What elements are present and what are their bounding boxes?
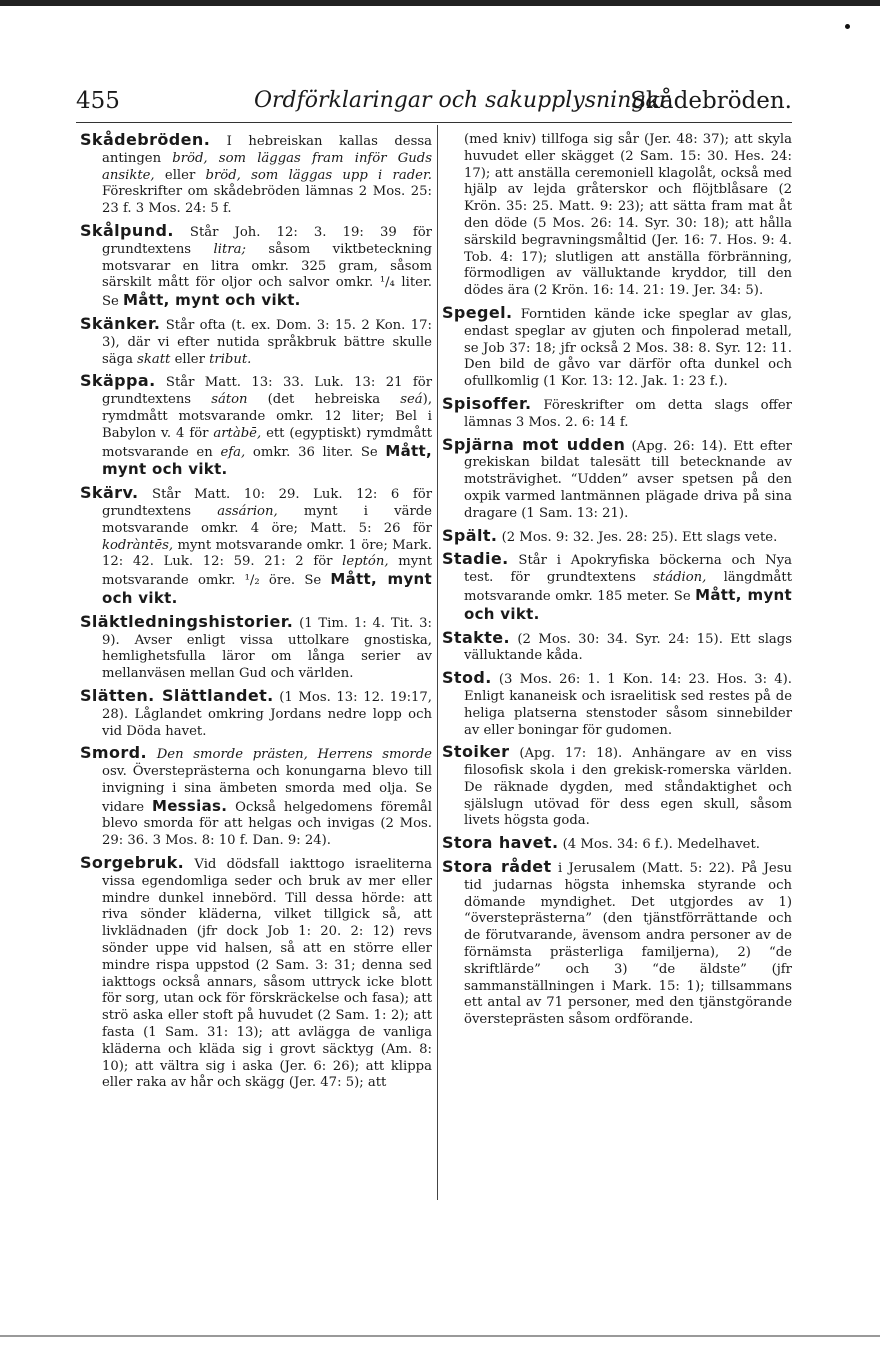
entry-headword: Smord.: [80, 743, 148, 763]
dictionary-entry: [80, 685, 432, 740]
italic-term: seá: [400, 392, 423, 408]
italic-term: stádion,: [653, 570, 707, 586]
italic-term: Den smorde prästen, Herrens smorde: [156, 747, 432, 763]
entry-headword: Spält.: [442, 525, 498, 545]
italic-term: litra;: [213, 241, 246, 257]
italic-term: tribut.: [209, 351, 252, 367]
entry-text: (4 Mos. 34: 6 f.). Medelhavet.: [558, 837, 760, 853]
dictionary-entry: [80, 313, 432, 368]
entry-headword: Skänker.: [80, 313, 161, 333]
entry-text: (3 Mos. 26: 1. 1 Kon. 14: 23. Hos. 3: 4). Enligt kananeisk och israelitisk sed restes på de heliga platserna stenstoder såsom sinnebilder av eller boningar för gudomen.: [464, 672, 792, 738]
entry-text: ), rymdmått motsvarande omkr. 12 liter; Bel i Babylon v. 4 för: [102, 392, 433, 441]
bottom-border: [0, 1335, 880, 1337]
page-number: 455: [76, 88, 120, 114]
entry-text: ett (egyptiskt) rymdmått motsvarande en: [102, 425, 432, 460]
dictionary-entry: [80, 132, 432, 218]
italic-term: assárion,: [217, 503, 278, 519]
dictionary-entry: [442, 525, 792, 547]
dictionary-entry: [442, 744, 792, 830]
italic-term: skatt: [137, 351, 171, 367]
entry-text: (Apg. 17: 18). Anhängare av en viss filosofisk skola i den grekisk-romerska världen. De räknade dygden, med ståndaktighet och själslugn utövad för dess egen skull, såsom livets högsta goda.: [464, 746, 792, 829]
entry-headword: Sorgebruk.: [80, 853, 185, 873]
italic-term: leptón,: [342, 554, 389, 570]
entry-text: längdmått motsvarande omkr. 185 meter. Se: [464, 570, 792, 604]
entry-text: Står i Apokryfiska böckerna och Nya test. för grundtextens: [464, 553, 792, 586]
entry-text: Står Joh. 12: 3. 19: 39 för grundtextens: [102, 224, 432, 257]
running-title: Ordförklaringar och sakupplysningar.: [254, 88, 674, 113]
entry-text: eller: [170, 351, 210, 367]
entry-headword: Stora havet.: [442, 833, 559, 853]
dictionary-entry: [80, 611, 432, 683]
dictionary-entry: [80, 855, 432, 1092]
page-header: [76, 88, 792, 124]
entry-headword: Skäppa.: [80, 371, 156, 391]
entry-text: Också helgedomens föremål blevo smorda för att helgas och invigas (2 Mos. 29: 36. 3 Mos. 8: 10 f. Dan. 9: 24).: [102, 799, 432, 849]
dictionary-entry: [442, 859, 792, 1029]
entry-text: [147, 747, 157, 762]
dictionary-entry: [80, 485, 432, 609]
dictionary-entry: [442, 393, 792, 432]
entry-text: (2 Mos. 30: 34. Syr. 24: 15). Ett slags välluktande kåda.: [464, 631, 792, 664]
entry-text: Står Matt. 10: 29. Luk. 12: 6 för grundtextens: [102, 487, 432, 519]
cross-reference: Mått, mynt och vikt.: [102, 570, 432, 607]
dictionary-entry: [442, 434, 792, 523]
dictionary-entry: [442, 627, 792, 666]
entry-text: Föreskrifter om skådebröden lämnas 2 Mos. 25: 23 f. 3 Mos. 24: 5 f.: [102, 184, 432, 217]
italic-term: efa,: [220, 444, 246, 460]
left-column: [80, 132, 432, 1097]
entry-text: (1 Mos. 13: 12. 19:17, 28). Låglandet omkring Jordans nedre lopp och vid Döda havet.: [102, 689, 432, 739]
entry-text: Står ofta (t. ex. Dom. 3: 15. 2 Kon. 17: 3), där vi efter nutida språkbruk bättre skulle säga: [102, 317, 432, 367]
italic-term: sáton: [211, 392, 248, 408]
dictionary-entry: [442, 670, 792, 739]
right-column: [442, 132, 792, 1034]
entry-headword: Skålpund.: [80, 220, 174, 240]
entry-text: Föreskrifter om detta slags offer lämnas 3 Mos. 2. 6: 14 f.: [464, 397, 792, 430]
dictionary-entry: [80, 745, 432, 850]
entry-text: i Jerusalem (Matt. 5: 22). På Jesu tid judarnas högsta inhemska styrande och dömande myndighet. Det utgjordes av 1) “översteprästerna” (den tjänstförrättande och de förutvarande, ävensom andra personer av de förnämsta prästerliga familjerna), 2) “de skriftlärde” och 3) “de äldste” (jfr sammanställningen i Mark. 15: 1); tillsammans ett antal av 71 personer, med den tjänstgörande översteprästen såsom ordförande.: [464, 861, 792, 1028]
entry-text: mynt motsvarande omkr. ¹/₂ öre. Se: [102, 554, 432, 589]
dictionary-entry: [442, 551, 792, 624]
italic-term: bröd, som läggas upp i rader.: [205, 167, 432, 183]
column-separator: [437, 125, 438, 1200]
entry-text: Forntiden kände icke speglar av glas, endast speglar av gjuten och finpolerad metall, se Job 37: 18; jfr också 2 Mos. 38: 8. Syr. 12: 11. Den bild de gåvo var därför ofta dunkel och ofullkomlig (1 Kor. 13: 12. Jak. 1: 23 f.).: [464, 306, 792, 390]
dictionary-entry: [80, 220, 432, 311]
entry-text: osv. Översteprästerna och konungarna blevo till invigning i sina ämbeten smorda med olja. Se vidare: [102, 764, 432, 815]
entry-headword: Stod.: [442, 668, 492, 688]
italic-term: bröd, som läggas fram inför Guds ansikte,: [102, 150, 432, 183]
entry-headword: Skärv.: [80, 483, 139, 503]
entry-text: (2 Mos. 9: 32. Jes. 28: 25). Ett slags vete.: [497, 529, 778, 545]
entry-headword: Släktledningshistorier.: [80, 611, 294, 631]
entry-text: I hebreiskan kallas dessa antingen: [102, 134, 432, 166]
running-headword: Skådebröden.: [630, 88, 792, 114]
header-rule: [76, 122, 792, 123]
entry-headword: Stadie.: [442, 549, 509, 569]
dictionary-entry: [442, 302, 792, 391]
top-border: [0, 0, 880, 6]
dictionary-entry: [442, 835, 792, 854]
entry-headword: Stakte.: [442, 627, 510, 647]
cross-reference: Mått, mynt och vikt.: [123, 291, 301, 310]
entry-headword: Stora rådet: [442, 857, 552, 877]
entry-text: (1 Tim. 1: 4. Tit. 3: 9). Avser enligt vissa uttolkare gnostiska, hemlighetsfulla läror om långa serier av mellanväsen mellan Gud och världen.: [102, 615, 432, 682]
ink-dot: [845, 24, 850, 29]
entry-text: (det hebreiska: [247, 392, 401, 408]
cross-reference: Messias.: [151, 796, 228, 815]
entry-text: mynt motsvarande omkr. 1 öre; Mark. 12: 42. Luk. 12: 59. 21: 2 för: [102, 537, 432, 570]
entry-headword: Skådebröden.: [80, 130, 211, 149]
entry-headword: Spegel.: [442, 302, 513, 322]
dictionary-entry: [80, 373, 432, 480]
cross-reference: Mått, mynt och vikt.: [464, 585, 792, 623]
entry-headword: Spisoffer.: [442, 393, 532, 413]
entry-text: såsom viktbeteckning motsvarar en litra omkr. 325 gram, såsom särskilt mått för oljor och salvor omkr. ¹/₄ liter. Se: [102, 241, 432, 310]
entry-text: eller: [154, 167, 206, 183]
entry-headword: Stoiker: [442, 742, 510, 762]
entry-headword: Spjärna mot udden: [442, 434, 626, 454]
entry-text: (Apg. 26: 14). Ett efter grekiskan bildat talesätt till betecknande av motsträvighet. “Udden” avser spetsen på den oxpik varmed lantmännen plägade driva på sina dragare (1 Sam. 13: 21).: [464, 438, 792, 521]
entry-text: Vid dödsfall iakttogo israeliterna vissa egendomliga seder och bruk av mer eller mindre dunkel innebörd. Till dessa hörde: att riva sönder kläderna, vilket tillgick så, att livklädnaden (jfr dock Job 1: 20. 2: 12) revs sönder uppe vid halsen, så att en större eller mindre rispa uppstod (2 Sam. 3: 31; denna sed iakttogs också annars, såsom uttryck icke blott för sorg, utan ock för förskräckelse och fasa); att strö aska eller stoft på huvudet (2 Sam. 1: 2); att fasta (1 Sam. 31: 13); att avlägga de vanliga kläderna och kläda sig i grovt säcktyg (Am. 8: 10); att vältra sig i aska (Jer. 6: 26); att klippa eller raka av hår och skägg (Jer. 47: 5); att: [102, 857, 432, 1091]
entry-text: Står Matt. 13: 33. Luk. 13: 21 för grundtextens: [102, 375, 432, 408]
continuation-paragraph: (med kniv) tillfoga sig sår (Jer. 48: 37); att skyla huvudet eller skägget (2 Sam. 15: 30. Hes. 24: 17); att anställa ceremoniell klagolåt, också med hjälp av lejda gråterskor och flöjtblåsare (2 Krön. 35: 25. Matt. 9: 23); att sätta fram mat åt den döde (5 Mos. 26: 14. Syr. 30: 18); att hålla särskild begravningsmåltid (Jer. 16: 7. Hos. 9: 4. Tob. 4: 17); slutligen att anställa förbränning, förmodligen av välluktande kryddor, till den dödes ära (2 Krön. 16: 14. 21: 19. Jer. 34: 5).: [464, 132, 792, 299]
entry-headword: Slätten. Slättlandet.: [80, 685, 274, 705]
entry-text: omkr. 36 liter. Se: [245, 444, 386, 460]
italic-term: artàbē,: [213, 425, 262, 441]
cross-reference: Mått, mynt och vikt.: [102, 441, 432, 479]
entry-text: mynt i värde motsvarande omkr. 4 öre; Matt. 5: 26 för: [102, 503, 432, 536]
italic-term: kodràntēs,: [102, 537, 174, 553]
